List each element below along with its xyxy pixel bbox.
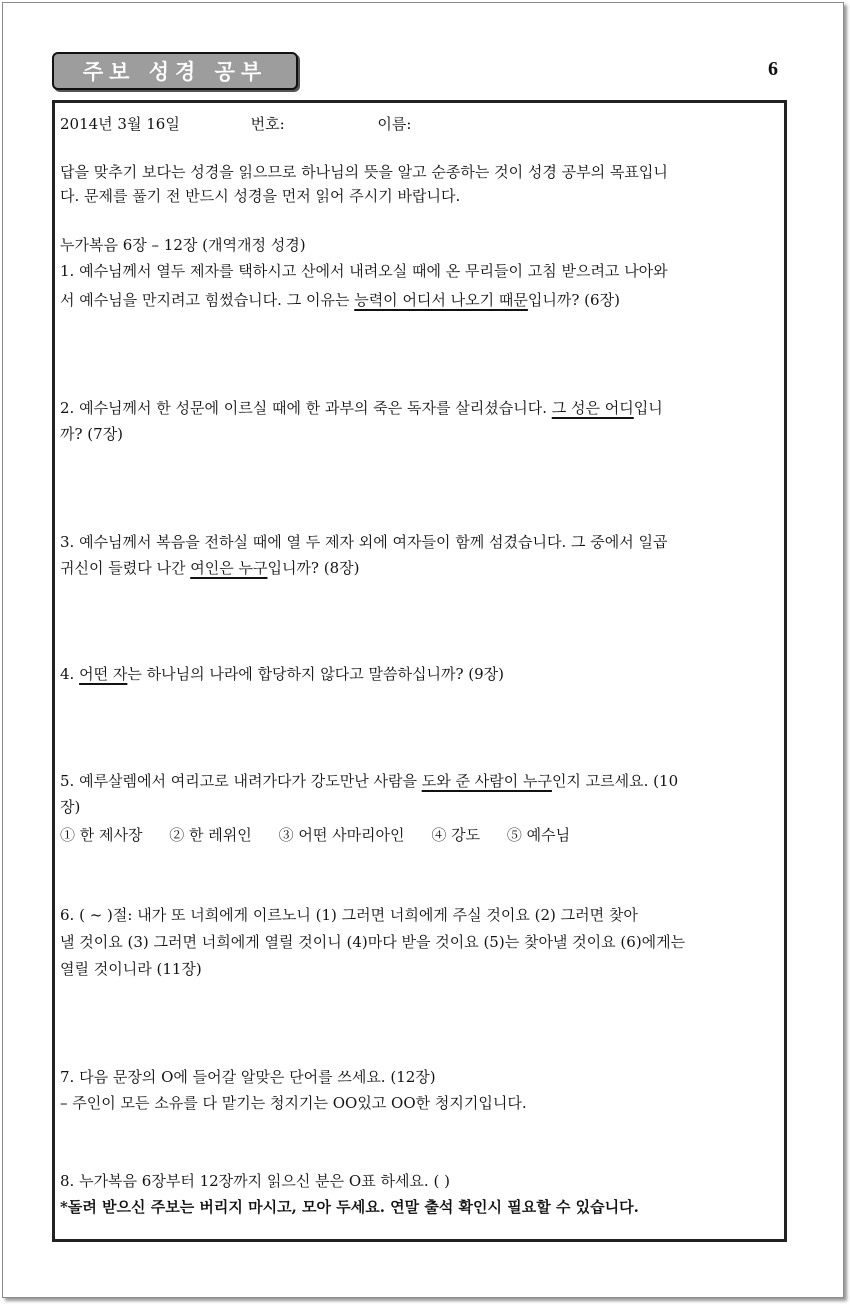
info-line <box>60 112 411 136</box>
q1-line-1: 1. 예수님께서 열두 제자를 택하시고 산에서 내려오실 때에 온 무리들이 고침 받으려고 나아와 <box>60 262 668 280</box>
q3-line-1: 3. 예수님께서 복음을 전하실 때에 열 두 제자 외에 여자들이 함께 섬겼습니다. 그 중에서 일곱 <box>60 533 668 551</box>
q5-option-4: ④ 강도 <box>431 826 481 844</box>
number-label: 번호: <box>250 115 285 133</box>
date-text: 2014년 3월 16일 <box>60 115 180 133</box>
q5-option-3: ③ 어떤 사마리아인 <box>278 826 405 844</box>
q5-text-b: 인지 고르세요. (10 <box>551 772 679 790</box>
bulletin-title <box>52 52 298 90</box>
q5-option-1: ① 한 제사장 <box>60 826 143 844</box>
section-heading: 누가복음 6장 – 12장 (개역개정 성경) <box>60 236 306 254</box>
q6-line-2: 낼 것이요 (3) 그러면 너희에게 열릴 것이니 (4)마다 받을 것이요 (5)는 찾아낼 것이요 (6)에게는 <box>60 933 686 951</box>
q5-line-2: 장) <box>60 798 81 816</box>
q1-text-b: 입니까? (6장) <box>527 291 620 309</box>
q7-line-2: – 주인이 모든 소유를 다 맡기는 청지기는 OO있고 OO한 청지기입니다. <box>60 1094 527 1112</box>
intro-line-1: 답을 맞추기 보다는 성경을 읽으므로 하나님의 뜻을 알고 순종하는 것이 성경 공부의 목표입니 <box>60 163 668 181</box>
q3-text-a: 귀신이 들렸다 나간 <box>60 559 191 577</box>
q1-underlined: 능력이 어디서 나오기 때문 <box>354 291 528 309</box>
q4-underlined: 어떤 자 <box>79 665 128 683</box>
name-label: 이름: <box>377 115 412 133</box>
q2-text-a: 2. 예수님께서 한 성문에 이르실 때에 한 과부의 죽은 독자를 살리셨습니다. <box>60 399 552 417</box>
bulletin-title-text: 주보 성경 공부 <box>82 60 268 84</box>
q8-line-1: 8. 누가복음 6장부터 12장까지 읽으신 분은 O표 하세요. ( ) <box>60 1172 450 1190</box>
q5-option-2: ② 한 레위인 <box>169 826 252 844</box>
q5-option-5: ⑤ 예수님 <box>506 826 571 844</box>
q4-text-b: 는 하나님의 나라에 합당하지 않다고 말씀하십니까? (9장) <box>127 665 505 683</box>
q7-line-1: 7. 다음 문장의 O에 들어갈 알맞은 단어를 쓰세요. (12장) <box>60 1068 436 1086</box>
page-number: 6 <box>768 58 778 80</box>
q6-line-1: 6. ( ~ )절: 내가 또 너희에게 이르노니 (1) 그러면 너희에게 주실 것이요 (2) 그러면 찾아 <box>60 906 638 924</box>
q2-line-2: 까? (7장) <box>60 425 124 443</box>
q5-text-a: 5. 예루살렘에서 여리고로 내려가다가 강도만난 사람을 <box>60 772 422 790</box>
q5-underlined: 도와 준 사람이 누구 <box>421 772 552 790</box>
q4-text-a: 4. <box>60 665 80 683</box>
q4-line-1 <box>60 662 504 686</box>
q5-line-1 <box>60 769 678 793</box>
intro-line-2: 다. 문제를 풀기 전 반드시 성경을 먼저 읽어 주시기 바랍니다. <box>60 187 461 205</box>
q6-line-3: 열릴 것이니라 (11장) <box>60 960 202 978</box>
q3-line-2 <box>60 556 359 580</box>
q1-text-a: 서 예수님을 만지려고 힘썼습니다. 그 이유는 <box>60 291 355 309</box>
q3-text-b: 입니까? (8장) <box>267 559 360 577</box>
q1-line-2 <box>60 288 620 312</box>
q8-note: *돌려 받으신 주보는 버리지 마시고, 모아 두세요. 연말 출석 확인시 필요할 수 있습니다. <box>60 1198 639 1216</box>
q2-underlined: 그 성은 어디 <box>551 399 634 417</box>
q2-line-1 <box>60 396 663 420</box>
q3-underlined: 여인은 누구 <box>190 559 268 577</box>
q5-options <box>60 823 570 847</box>
q2-text-b: 입니 <box>633 399 663 417</box>
